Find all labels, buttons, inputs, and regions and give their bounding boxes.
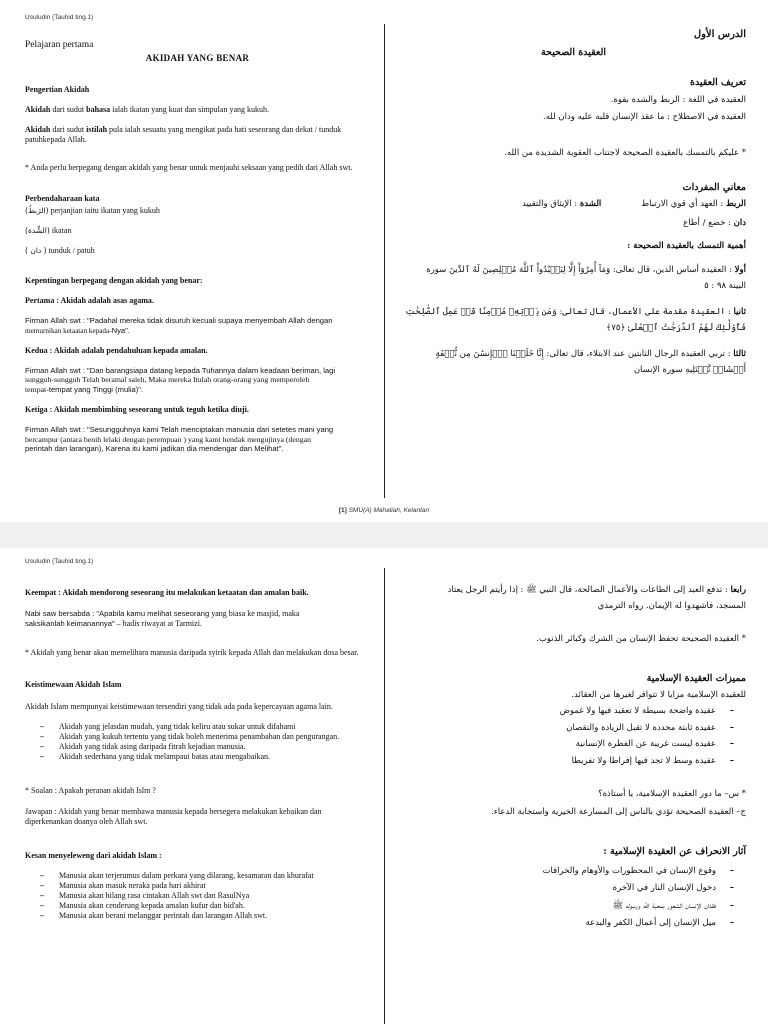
list-item: – Akidah yang jelasdan mudah, yang tidak keliru atau sukar untuk difahami xyxy=(25,722,370,732)
page-footer: [1] SMU(A) Mahaliah, Kelantan xyxy=(338,507,430,514)
features-intro: Akidah Islam mempunyai keistimewaan tersendiri yang tidak ada pada kepercayaan agama lain. xyxy=(25,702,333,711)
arabic-protection-note: * العقيدة الصحيحة تحفظ الإنسان من الشرك وكبائر الذنوب. xyxy=(536,634,746,645)
question: * Soalan : Apakah peranan akidah Islm ? xyxy=(25,786,156,795)
list-item: – Akidah yang tidak asing daripada fitrah kejadian manusia. xyxy=(25,742,370,752)
arabic-point-first: أولا : العقيدة أساس الدين، قال تعالى: وَمَآ أُمِرُوٓاْ إِلَّا لِيَعۡبُدُواْ ٱللَّهَ مُخۡلِصِينَ لَهُ ٱلدِّينَ سورة البينة ٩٨ : ٥ xyxy=(426,264,746,291)
arabic-definition-heading: تعريف العقيدة xyxy=(689,77,746,89)
list-item: – Manusia akan cenderung kepada amalan kufur dan bid'ah. xyxy=(25,901,370,911)
point-first: Pertama : Akidah adalah asas agama. xyxy=(25,296,154,306)
arabic-point-third: ثالثا : تربي العقيدة الرجال الثابتين عند الابتلاء، قال تعالى: إِنَّا خَلَقۡنَا ٱلۡإِنسَٰنَ مِن نُّطۡفَةٍ أَمۡشَاجٖ نَّبۡتَلِيهِ سورة الإنسان xyxy=(435,349,746,376)
list-item: – Manusia akan berani melanggar perintah dan larangan Allah swt. xyxy=(25,911,370,921)
page-header: Usuludin (Tauhid ting.1) xyxy=(25,558,94,565)
quote-second: Firman Allah swt : "Dan barangsiapa datang kepada Tuhannya dalam keadaan beriman, lagi sungguh-sungguh Telah beramal saleh, Maka mereka Itulah orang-orang yang memperoleh tempat-tempat yang Tinggi (mulia)". xyxy=(25,365,336,395)
arabic-features-list xyxy=(401,703,746,769)
list-item: – عقيدة وسط لا تجد فيها إفراطا ولا تفريطا xyxy=(401,753,746,770)
definition-language: Akidah dari sudut bahasa ialah ikatan yang kuat dan simpulan yang kukuh. xyxy=(25,105,270,115)
arabic-definition-term: العقيدة في الاصطلاح : ما عقد الإنسان قلبه عليه ودان لله. xyxy=(543,111,746,122)
arabic-point-second: ثانيا : العقيدة مقدمة على الأعمال، قال تعالى: وَمَن يَأۡتِهِۦ مُؤۡمِنٗا قَدۡ عَمِلَ ٱلصَّٰلِحَٰتِ فَأُوْلَٰٓئِكَ لَهُمُ ٱلدَّرَجَٰتُ ٱلۡعُلَىٰ ﴿٧٥﴾ xyxy=(405,307,746,334)
definition-term: Akidah dari sudut istilah pula ialah sesuatu yang mengikat pada hati seseorang dan dekat / tunduk patuhkepada Allah. xyxy=(25,125,342,145)
column-divider xyxy=(384,24,385,498)
list-item: – Akidah yang kukuh tertentu yang tidak boleh menerima penambahan dan pengurangan. xyxy=(25,732,370,742)
arabic-deviation-heading: آثار الانحراف عن العقيدة الإسلامية : xyxy=(603,846,746,858)
arabic-question: * س– ما دور العقيدة الإسلامية، يا أستاذة؟ xyxy=(598,789,746,800)
deviation-heading: Kesan menyeleweng dari akidah Islam : xyxy=(25,851,162,860)
point-fourth: Keempat : Akidah mendorong seseorang itu melakukan ketaatan dan amalan baik. xyxy=(25,588,309,597)
features-list xyxy=(25,722,370,762)
vocab-item: (الشِّدة) ikatan xyxy=(25,226,72,236)
list-item: – عقيدة واضحة بسيطة لا تعقيد فيها ولا غموض xyxy=(401,703,746,720)
hadith-quote: Nabi saw bersabda : "Apabila kamu melihat seseorang yang biasa ke masjid, maka saksikanlah keimanannya" – hadis riwayat at Tarmizi. xyxy=(25,609,300,628)
arabic-vocabulary-heading: معاني المفردات xyxy=(682,181,746,193)
arabic-answer: ج– العقيدة الصحيحة تؤدي بالناس إلى المسارعة الخيرية واستجابة الدعاء. xyxy=(491,806,746,817)
list-item: – Manusia akan terjerumus dalam perkara yang dilarang, kesamaran dan khurafat xyxy=(25,871,370,881)
deviation-list xyxy=(25,871,370,921)
quote-first: Firman Allah swt : "Padahal mereka tidak disuruh kecuali supaya menyembah Allah dengan memurnikan ketaatan kepada-Nya". xyxy=(25,316,333,335)
definition-heading: Pengertian Akidah xyxy=(25,85,90,95)
features-heading: Keistimewaan Akidah Islam xyxy=(25,680,122,689)
arabic-features-intro: للعقيدة الإسلامية مزايا لا تتوافر لغيرها من العقائد. xyxy=(571,689,746,700)
advice-note: * Anda perlu berpegang dengan akidah yang benar untuk menjauhi seksaan yang pedih dari Allah swt. xyxy=(25,163,353,173)
vocab-item: (الرَبطُ) perjanjian iaitu ikatan yang kukuh xyxy=(25,206,160,216)
arabic-vocab-row: دان : خضع / أطاع xyxy=(683,217,746,228)
arabic-lesson-title: العقيدة الصحيحة xyxy=(540,46,607,58)
point-second: Kedua : Akidah adalah pendahuluan kepada amalan. xyxy=(25,345,208,355)
page-gap xyxy=(0,522,768,548)
list-item: – فقدان الإنسان الشعور بمحبة الله ورسوله ﷺ xyxy=(401,898,746,915)
malay-column xyxy=(25,588,370,921)
list-item: – عقيدة ليست غريبة عن الفطرة الإنسانية xyxy=(401,736,746,753)
list-item: – عقيدة ثابتة محددة لا تقبل الزيادة والنقصان xyxy=(401,720,746,737)
arabic-advice-note: * عليكم بالتمسك بالعقيدة الصحيحة لاجتناب العقوبة الشديدة من الله. xyxy=(504,148,746,159)
list-item: – وقوع الإنسان في المحظورات والأوهام والخرافات xyxy=(401,863,746,880)
arabic-column xyxy=(401,582,746,933)
quote-third: Firman Allah swt : "Sesungguhnya kami Telah menciptakan manusia dari setetes mani yang bercampur (antara benih lelaki dengan perempuan ) yang kami hendak mengujinya (dengan perintah dan larangan), Karena itu kami jadikan dia mendengar dan Melihat". xyxy=(25,424,334,454)
column-divider xyxy=(384,568,385,1024)
list-item: – Akidah sederhana yang tidak melampaui batas atau mengabaikan. xyxy=(25,752,370,762)
page-header: Usuludin (Tauhid ting.1) xyxy=(25,14,94,21)
arabic-features-heading: مميزات العقيدة الإسلامية xyxy=(646,672,746,684)
arabic-vocab-row: الربط : العهد أي قوي الارتباطالشدة : الإيثاق والتقييد xyxy=(522,199,746,210)
point-third: Ketiga : Akidah membimbing seseorang untuk teguh ketika diuji. xyxy=(25,404,249,414)
list-item: – Manusia akan masuk neraka pada hari akhirat xyxy=(25,881,370,891)
list-item: – دخول الإنسان النار في الآخرة xyxy=(401,880,746,897)
list-item: – Manusia akan hilang rasa cintakan Allah swt dan RasulNya xyxy=(25,891,370,901)
arabic-lesson-label: الدرس الأول xyxy=(693,29,746,40)
lesson-label: Pelajaran pertama xyxy=(25,40,94,50)
arabic-definition-language: العقيدة في اللغة : الربط والشدة بقوة. xyxy=(610,95,746,106)
arabic-deviation-list xyxy=(401,863,746,933)
protection-note: * Akidah yang benar akan memelihara manusia daripada syirik kepada Allah dan melakukan dosa besar. xyxy=(25,648,359,657)
arabic-column xyxy=(401,28,746,379)
malay-column xyxy=(25,40,370,454)
arabic-point-fourth: رابعا : تدفع العبد إلى الطاعات والأعمال الصالحة، قال النبي ﷺ : إذا رأيتم الرجل يعتاد المسجد، فاشهدوا له الإيمان. رواه الترمذي xyxy=(447,585,746,612)
arabic-importance-heading: أهمية التمسك بالعقيدة الصحيحة : xyxy=(627,241,746,252)
importance-heading: Kepentingan berpegang dengan akidah yang benar: xyxy=(25,276,203,286)
vocab-item: ( دان ) tunduk / patuh xyxy=(25,246,95,256)
document-page-2 xyxy=(0,548,768,1024)
lesson-title: AKIDAH YANG BENAR xyxy=(145,52,250,63)
answer: Jawapan : Akidah yang benar membawa manusia kepada bersegera melakukan kebaikan dan diperkenankan doanya oleh Allah swt. xyxy=(25,807,322,826)
vocabulary-heading: Perbendaharaan kata xyxy=(25,194,100,204)
list-item: – ميل الإنسان إلى أعمال الكفر والبدعة xyxy=(401,915,746,932)
